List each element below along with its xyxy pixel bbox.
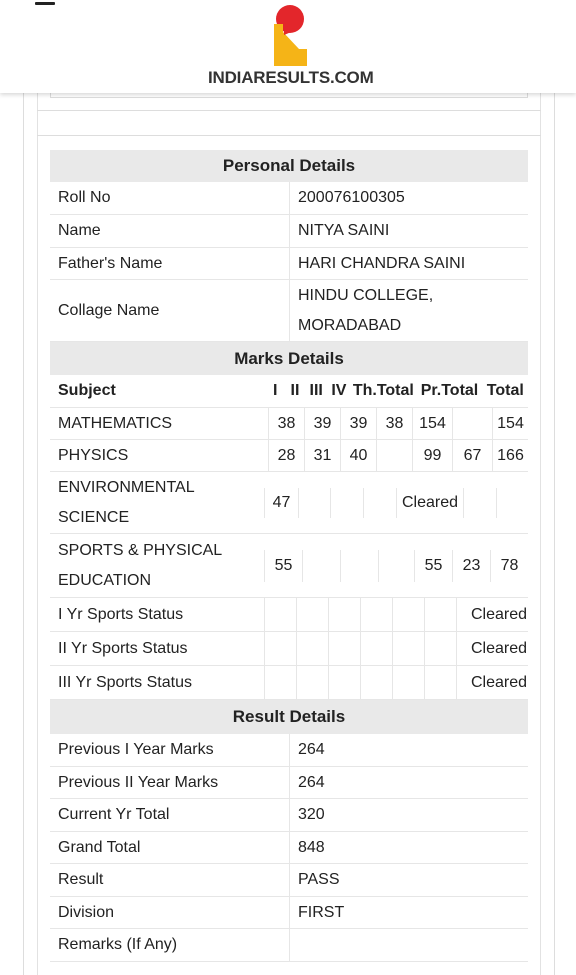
mark-iv — [376, 440, 412, 471]
empty-cell — [360, 632, 392, 665]
col-i-header: I — [273, 382, 278, 399]
col-ii-header: II — [290, 382, 300, 399]
sports-status-label: I Yr Sports Status — [58, 605, 184, 623]
site-header — [0, 0, 576, 93]
th-total: 99 — [412, 440, 452, 471]
mark-iii: 39 — [340, 408, 376, 439]
mark-iii — [330, 488, 363, 518]
remarks-label: Remarks (If Any) — [50, 929, 290, 961]
mark-iv — [378, 550, 414, 582]
table-row — [50, 929, 528, 962]
empty-cell — [296, 632, 328, 665]
table-row — [50, 666, 528, 700]
father-name-label: Father's Name — [50, 248, 290, 279]
status-cleared: Cleared — [396, 488, 463, 518]
name-value: NITYA SAINI — [298, 222, 390, 239]
mark-i: 28 — [268, 440, 304, 471]
college-name-label: Collage Name — [50, 280, 290, 341]
table-row — [50, 248, 528, 280]
table-row — [50, 799, 528, 832]
sports-status-label: III Yr Sports Status — [58, 673, 192, 691]
sports-status-value: Cleared — [456, 666, 528, 699]
prev-ii-year-label: Previous II Year Marks — [50, 767, 290, 798]
current-yr-total-label: Current Yr Total — [50, 799, 290, 831]
subject-name: MATHEMATICS — [58, 414, 173, 432]
site-logo[interactable] — [208, 4, 374, 90]
empty-cell — [328, 598, 360, 631]
table-row — [50, 280, 528, 342]
grand-total-value: 848 — [298, 838, 325, 856]
subject-name: PHYSICS — [58, 446, 129, 464]
result-content — [50, 150, 528, 962]
empty-cell — [392, 598, 424, 631]
pr-total — [452, 408, 492, 439]
empty-cell — [360, 666, 392, 699]
prev-i-year-value: 264 — [298, 741, 325, 758]
roll-no-label: Roll No — [50, 182, 290, 214]
top-strip — [50, 93, 528, 98]
result-label: Result — [50, 864, 290, 896]
prev-i-year-label: Previous I Year Marks — [50, 734, 290, 766]
sports-status-value: Cleared — [456, 598, 528, 631]
empty-cell — [264, 598, 296, 631]
divider — [37, 135, 541, 136]
mark-ii — [302, 550, 340, 582]
mark-iii — [340, 550, 378, 582]
subject-header: Subject — [58, 382, 116, 399]
col-iii-header: III — [309, 382, 323, 399]
th-total-header: Th.Total — [352, 382, 414, 399]
roll-no-value: 200076100305 — [298, 189, 405, 206]
mark-iv — [363, 488, 396, 518]
logo-mark-icon — [271, 4, 307, 66]
total: 154 — [492, 408, 528, 439]
table-row — [50, 598, 528, 632]
col-iv-header: IV — [331, 382, 347, 399]
table-row — [50, 440, 528, 472]
empty-cell — [264, 632, 296, 665]
empty-cell — [328, 666, 360, 699]
sports-status-value: Cleared — [456, 632, 528, 665]
divider — [37, 110, 541, 111]
division-label: Division — [50, 897, 290, 928]
logo-text: INDIARESULTS.COM — [208, 68, 374, 87]
table-row — [50, 632, 528, 666]
table-row — [50, 734, 528, 767]
empty-cell — [296, 666, 328, 699]
empty-cell — [392, 666, 424, 699]
pr-total — [463, 488, 496, 518]
table-row — [50, 767, 528, 799]
total — [496, 488, 528, 518]
empty-cell — [424, 598, 456, 631]
hamburger-icon[interactable] — [35, 0, 55, 10]
table-row — [50, 472, 528, 534]
th-total: 55 — [414, 550, 452, 582]
total-header: Total — [486, 382, 524, 399]
prev-ii-year-value: 264 — [298, 773, 325, 791]
current-yr-total-value: 320 — [298, 806, 325, 823]
mark-iii: 40 — [340, 440, 376, 471]
mark-ii: 39 — [304, 408, 340, 439]
table-row — [50, 182, 528, 215]
result-value: PASS — [298, 871, 340, 888]
subject-name: ENVIRONMENTAL SCIENCE — [58, 478, 195, 526]
table-row — [50, 215, 528, 248]
subject-name: SPORTS & PHYSICAL EDUCATION — [58, 541, 222, 589]
empty-cell — [424, 632, 456, 665]
table-row — [50, 832, 528, 864]
empty-cell — [328, 632, 360, 665]
mark-i: 38 — [268, 408, 304, 439]
empty-cell — [360, 598, 392, 631]
college-name-value: HINDU COLLEGE, MORADABAD — [298, 286, 434, 334]
empty-cell — [264, 666, 296, 699]
table-row — [50, 408, 528, 440]
pr-total: 23 — [452, 550, 490, 582]
pr-total-header: Pr.Total — [420, 382, 479, 399]
empty-cell — [296, 598, 328, 631]
table-row — [50, 864, 528, 897]
remarks-value — [290, 929, 528, 961]
grand-total-label: Grand Total — [50, 832, 290, 863]
th-total: 154 — [412, 408, 452, 439]
mark-ii: 31 — [304, 440, 340, 471]
pr-total: 67 — [452, 440, 492, 471]
empty-cell — [392, 632, 424, 665]
empty-cell — [424, 666, 456, 699]
sports-status-label: II Yr Sports Status — [58, 639, 188, 657]
personal-details-title: Personal Details — [50, 150, 528, 182]
mark-i: 55 — [264, 550, 302, 582]
mark-ii — [298, 488, 330, 518]
division-value: FIRST — [298, 903, 345, 921]
marks-header-row — [50, 375, 528, 408]
marks-details-title: Marks Details — [50, 342, 528, 375]
name-label: Name — [50, 215, 290, 247]
total: 78 — [490, 550, 528, 582]
table-row — [50, 534, 528, 598]
father-name-value: HARI CHANDRA SAINI — [298, 254, 466, 272]
table-row — [50, 897, 528, 929]
mark-iv: 38 — [376, 408, 412, 439]
total: 166 — [492, 440, 528, 471]
mark-i: 47 — [264, 488, 298, 518]
result-details-title: Result Details — [50, 700, 528, 734]
